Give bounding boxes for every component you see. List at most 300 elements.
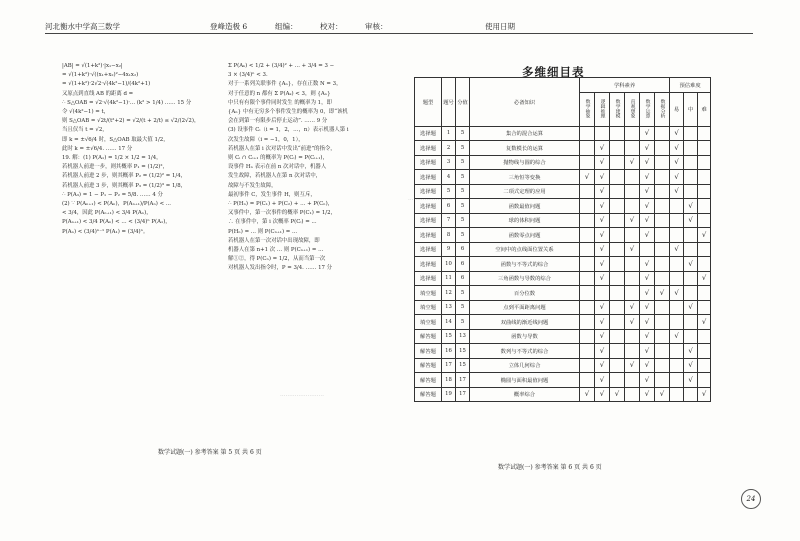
answer-line: 若机器人在第一次对话中出现故障，即 <box>228 237 320 244</box>
cell-score: 17 <box>456 373 470 388</box>
difficulty-mark-cell <box>698 358 711 373</box>
cell-topic: 函数零点问题 <box>470 228 580 243</box>
cell-num: 13 <box>442 300 456 315</box>
series-title: 登峰造极 6 <box>210 22 248 31</box>
col-knowledge-header: 必备知识 <box>470 78 580 127</box>
literacy-mark-cell <box>625 344 640 359</box>
handwritten-page-mark: 24 <box>741 489 761 509</box>
difficulty-mark-cell <box>684 315 698 330</box>
literacy-mark-cell: √ <box>595 213 610 228</box>
literacy-mark-cell <box>655 170 670 185</box>
literacy-mark-cell <box>655 358 670 373</box>
answer-line: {Aₙ} 中有无穷多个事件发生的概率为 0，即“该机 <box>228 109 348 116</box>
col-score-header: 分值 <box>456 78 470 127</box>
cell-type: 选择题 <box>415 199 442 214</box>
table-row <box>415 155 711 170</box>
literacy-mark-cell: √ <box>640 155 655 170</box>
table-head <box>415 78 711 127</box>
literacy-mark-cell: √ <box>580 387 595 402</box>
difficulty-mark-cell <box>684 286 698 301</box>
answer-line: 即 k = ±√6/4 时，S△OAB 取最大值 1/2， <box>62 136 169 143</box>
literacy-mark-cell: √ <box>640 271 655 286</box>
difficulty-mark-cell: √ <box>670 242 684 257</box>
difficulty-mark-cell <box>698 126 711 141</box>
literacy-mark-cell <box>610 141 625 156</box>
cell-topic: 函数与不等式的综合 <box>470 257 580 272</box>
difficulty-mark-cell: √ <box>684 373 698 388</box>
literacy-mark-cell <box>595 126 610 141</box>
literacy-mark-cell <box>610 213 625 228</box>
cell-num: 6 <box>442 199 456 214</box>
literacy-mark-cell <box>655 184 670 199</box>
cell-num: 3 <box>442 155 456 170</box>
difficulty-mark-cell: √ <box>698 315 711 330</box>
cell-score: 15 <box>456 344 470 359</box>
difficulty-mark-cell: √ <box>670 329 684 344</box>
literacy-mark-cell: √ <box>625 242 640 257</box>
answer-line: |AB| = √(1+k²)·|x₁−x₂| <box>62 63 123 69</box>
difficulty-mark-cell: √ <box>684 199 698 214</box>
difficulty-mark-cell: √ <box>698 271 711 286</box>
answer-line: P(Aₙ₊₁) < 3/4 P(Aₙ) < ... < (3/4)ⁿ P(A₁)， <box>62 219 171 226</box>
table-row <box>415 170 711 185</box>
cell-num: 17 <box>442 358 456 373</box>
literacy-col-header: 数学抽象 <box>580 92 595 126</box>
literacy-mark-cell <box>655 228 670 243</box>
literacy-mark-cell: √ <box>595 315 610 330</box>
cell-type: 解答题 <box>415 329 442 344</box>
col-num-header: 题号 <box>442 78 456 127</box>
table-title: 多维细目表 <box>522 65 585 79</box>
literacy-mark-cell <box>610 344 625 359</box>
table-row <box>415 358 711 373</box>
difficulty-mark-cell <box>684 271 698 286</box>
literacy-mark-cell <box>655 141 670 156</box>
literacy-mark-cell <box>610 315 625 330</box>
difficulty-mark-cell <box>698 170 711 185</box>
cell-topic: 双曲线的渐近线问题 <box>470 315 580 330</box>
answer-line: ∴ 在事件中，第 i 次概率 P(Cᵢ) = ... <box>228 219 317 226</box>
specification-table <box>414 77 711 402</box>
answer-line: 最初事件 C，发生事件 H，则互斥， <box>228 191 316 198</box>
literacy-mark-cell <box>625 228 640 243</box>
literacy-mark-cell: √ <box>640 358 655 373</box>
cell-type: 选择题 <box>415 155 442 170</box>
cell-num: 14 <box>442 315 456 330</box>
cell-score: 6 <box>456 257 470 272</box>
literacy-mark-cell <box>580 213 595 228</box>
literacy-mark-cell: √ <box>640 213 655 228</box>
difficulty-mark-cell <box>670 387 684 402</box>
answer-line: 若机器人前进一步，则其概率 P₁ = (1/2)²， <box>62 164 168 171</box>
literacy-mark-cell <box>610 170 625 185</box>
difficulty-col-header: 中 <box>684 92 698 126</box>
difficulty-mark-cell <box>684 141 698 156</box>
difficulty-mark-cell: √ <box>670 126 684 141</box>
cell-type: 选择题 <box>415 213 442 228</box>
difficulty-mark-cell <box>698 286 711 301</box>
literacy-mark-cell: √ <box>595 141 610 156</box>
literacy-mark-cell <box>580 373 595 388</box>
answer-line: 对机器人发出指令时，P = 3/4. …… 17 分 <box>228 265 333 272</box>
difficulty-mark-cell <box>698 329 711 344</box>
literacy-mark-cell <box>625 170 640 185</box>
answer-line: 对于任意的 n 都有 Σ P(Aₖ) < 3，则 {Aₙ} <box>228 90 331 97</box>
cell-type: 选择题 <box>415 228 442 243</box>
difficulty-mark-cell <box>684 184 698 199</box>
literacy-col-header: 数据分析 <box>655 92 670 126</box>
literacy-mark-cell: √ <box>625 358 640 373</box>
answer-line: 机器人在第 n+1 次 ... 则 P(Cₙ₊₁) = ... <box>228 247 324 254</box>
literacy-mark-cell <box>610 199 625 214</box>
table-row <box>415 228 711 243</box>
cell-num: 1 <box>442 126 456 141</box>
literacy-mark-cell: √ <box>595 257 610 272</box>
cell-num: 7 <box>442 213 456 228</box>
literacy-mark-cell: √ <box>640 199 655 214</box>
school-title: 河北衡水中学高三数学 <box>45 22 120 31</box>
answer-line: Σ P(Aₖ) < 1/2 + (3/4)² + ... + 3/4 = 3 − <box>228 63 335 69</box>
answer-line: ∴ P(Hₙ) = P(C₁) + P(C₂) + … + P(Cₙ)， <box>228 201 334 208</box>
cell-num: 10 <box>442 257 456 272</box>
answer-line: 中只有有限个事件同时发生 的概率为 1，即 <box>228 99 332 106</box>
literacy-mark-cell <box>580 358 595 373</box>
answer-line: P(Hₙ) = ... 则 P(Cₙ₊₁) = ... <box>228 228 298 235</box>
literacy-mark-cell: √ <box>640 141 655 156</box>
literacy-mark-cell: √ <box>640 126 655 141</box>
difficulty-group-header: 预估难度 <box>670 78 711 93</box>
answer-line: 故障与不发生故障， <box>228 182 277 189</box>
difficulty-mark-cell <box>684 170 698 185</box>
cell-num: 8 <box>442 228 456 243</box>
cell-score: 17 <box>456 387 470 402</box>
literacy-mark-cell <box>610 155 625 170</box>
cell-type: 解答题 <box>415 387 442 402</box>
difficulty-mark-cell <box>698 199 711 214</box>
literacy-mark-cell: √ <box>595 329 610 344</box>
answer-line: 又原点到直线 AB 的距离 d = <box>62 90 134 97</box>
literacy-mark-cell: √ <box>595 373 610 388</box>
difficulty-mark-cell <box>670 300 684 315</box>
literacy-mark-cell <box>610 184 625 199</box>
cell-score: 5 <box>456 184 470 199</box>
literacy-mark-cell <box>580 286 595 301</box>
cell-score: 5 <box>456 228 470 243</box>
literacy-mark-cell <box>640 242 655 257</box>
literacy-mark-cell: √ <box>640 373 655 388</box>
difficulty-mark-cell <box>684 126 698 141</box>
cell-num: 19 <box>442 387 456 402</box>
literacy-mark-cell <box>610 358 625 373</box>
literacy-mark-cell <box>610 242 625 257</box>
literacy-mark-cell <box>625 387 640 402</box>
difficulty-mark-cell: √ <box>684 213 698 228</box>
literacy-mark-cell: √ <box>595 300 610 315</box>
difficulty-mark-cell <box>670 315 684 330</box>
difficulty-mark-cell <box>670 228 684 243</box>
literacy-mark-cell <box>610 329 625 344</box>
literacy-mark-cell: √ <box>625 155 640 170</box>
literacy-mark-cell <box>625 257 640 272</box>
cell-num: 12 <box>442 286 456 301</box>
table-row <box>415 213 711 228</box>
answer-line: 则 S△OAB = √2t/(t²+2) = √2/(t + 2/t) ≤ √2/(2√2)， <box>62 118 200 125</box>
literacy-mark-cell: √ <box>640 387 655 402</box>
literacy-mark-cell: √ <box>595 271 610 286</box>
answer-line: 又事件中，第一次事件的概率 P(C₁) = 1/2， <box>228 210 336 217</box>
answer-line: 若机器人在第 i 次对话中发出“前进”的指令， <box>228 145 336 152</box>
answer-line: 解①②，得 P(Cₙ) = 1/2，从而当第一次 <box>228 256 326 263</box>
table-row <box>415 271 711 286</box>
cell-topic: 点到平面距离问题 <box>470 300 580 315</box>
difficulty-mark-cell <box>670 358 684 373</box>
literacy-mark-cell <box>610 126 625 141</box>
difficulty-mark-cell: √ <box>698 228 711 243</box>
cell-score: 5 <box>456 126 470 141</box>
literacy-mark-cell <box>610 228 625 243</box>
answer-line: 3 × (3/4)ⁿ < 3. <box>228 72 268 79</box>
difficulty-mark-cell: √ <box>698 387 711 402</box>
answer-line: 19. 解：(1) P(A₁) = 1/2 × 1/2 = 1/4， <box>62 155 162 162</box>
difficulty-mark-cell <box>698 213 711 228</box>
literacy-mark-cell <box>580 155 595 170</box>
cell-num: 18 <box>442 373 456 388</box>
cell-topic: 抛物线与圆的综合 <box>470 155 580 170</box>
literacy-mark-cell: √ <box>580 170 595 185</box>
cell-type: 选择题 <box>415 257 442 272</box>
literacy-mark-cell: √ <box>595 228 610 243</box>
cell-type: 解答题 <box>415 344 442 359</box>
literacy-mark-cell <box>580 126 595 141</box>
difficulty-mark-cell <box>698 141 711 156</box>
literacy-mark-cell <box>625 271 640 286</box>
literacy-mark-cell: √ <box>640 228 655 243</box>
literacy-mark-cell: √ <box>595 199 610 214</box>
difficulty-mark-cell: √ <box>684 257 698 272</box>
difficulty-mark-cell: √ <box>670 141 684 156</box>
answer-line: (2) ∵ P(Aₙ₊₁) < P(Aₙ)，P(Aₙ₊₁)/P(Aₙ) < ... <box>62 201 171 208</box>
cell-topic: 二项式定理的应用 <box>470 184 580 199</box>
answer-line: 则 Cᵢ ∩ Cᵢ₊₁ 的概率为 P(Cᵢ) = P(Cᵢ₊₁)， <box>228 155 328 162</box>
answer-line: 此时 k = ±√6/4. …… 17 分 <box>62 145 133 152</box>
cell-type: 选择题 <box>415 170 442 185</box>
difficulty-mark-cell <box>684 242 698 257</box>
cell-type: 选择题 <box>415 271 442 286</box>
cell-score: 5 <box>456 300 470 315</box>
literacy-mark-cell <box>580 300 595 315</box>
cell-topic: 数列与不等式的综合 <box>470 344 580 359</box>
difficulty-mark-cell <box>698 155 711 170</box>
literacy-mark-cell <box>610 271 625 286</box>
literacy-mark-cell <box>655 242 670 257</box>
cell-topic: 三角恒等变换 <box>470 170 580 185</box>
difficulty-col-header: 易 <box>670 92 684 126</box>
literacy-mark-cell: √ <box>640 257 655 272</box>
cell-topic: 概率综合 <box>470 387 580 402</box>
literacy-mark-cell: √ <box>625 213 640 228</box>
cell-topic: 复数模长的运算 <box>470 141 580 156</box>
literacy-mark-cell: √ <box>595 358 610 373</box>
literacy-mark-cell <box>580 344 595 359</box>
literacy-mark-cell: √ <box>595 387 610 402</box>
cell-topic: 立体几何综合 <box>470 358 580 373</box>
cell-topic: 椭圆与面积最值问题 <box>470 373 580 388</box>
answer-line: 当且仅当 t = √2， <box>62 127 108 134</box>
cell-type: 填空题 <box>415 300 442 315</box>
difficulty-mark-cell <box>670 257 684 272</box>
date-label: 使用日期 <box>485 22 515 31</box>
literacy-mark-cell <box>610 257 625 272</box>
table-row <box>415 242 711 257</box>
literacy-mark-cell: √ <box>640 184 655 199</box>
literacy-mark-cell <box>655 155 670 170</box>
literacy-mark-cell: √ <box>640 315 655 330</box>
cell-topic: 函数最值问题 <box>470 199 580 214</box>
answer-line: ∴ P(A₃) = 1 − P₁ − P₂ = 5/8. …… 4 分 <box>62 191 163 198</box>
answer-line: P(Aₙ) < (3/4)ⁿ⁻¹ P(A₁) = (3/4)ⁿ。 <box>62 228 149 235</box>
cell-score: 5 <box>456 170 470 185</box>
cell-num: 16 <box>442 344 456 359</box>
literacy-mark-cell <box>655 271 670 286</box>
table-row <box>415 315 711 330</box>
review-label: 审核： <box>365 22 388 31</box>
literacy-mark-cell <box>625 286 640 301</box>
difficulty-mark-cell <box>670 271 684 286</box>
literacy-mark-cell <box>580 184 595 199</box>
answer-line: 设事件 Hₙ 表示在前 n 次对话中，机器人 <box>228 164 327 171</box>
literacy-mark-cell <box>610 300 625 315</box>
col-type-header: 题型 <box>415 78 442 127</box>
difficulty-mark-cell <box>698 344 711 359</box>
answer-line: < 3/4，因此 P(Aₙ₊₁) < 3/4 P(Aₙ)， <box>62 210 152 217</box>
cell-topic: 空间中的点线面位置关系 <box>470 242 580 257</box>
table-row <box>415 141 711 156</box>
literacy-mark-cell: √ <box>610 387 625 402</box>
bleed-text: …………………… <box>280 392 324 398</box>
cell-num: 2 <box>442 141 456 156</box>
difficulty-mark-cell <box>684 387 698 402</box>
proof-label: 校对： <box>320 22 343 31</box>
cell-type: 选择题 <box>415 141 442 156</box>
literacy-mark-cell: √ <box>640 329 655 344</box>
answer-line: 发生故障，若机器人在第 n 次对话中， <box>228 173 322 180</box>
table-row <box>415 257 711 272</box>
cell-num: 15 <box>442 329 456 344</box>
cell-type: 选择题 <box>415 242 442 257</box>
literacy-mark-cell <box>625 141 640 156</box>
cell-score: 6 <box>456 271 470 286</box>
cell-num: 11 <box>442 271 456 286</box>
difficulty-mark-cell <box>698 373 711 388</box>
literacy-mark-cell <box>610 286 625 301</box>
answer-line: 次发生故障（i = −1，0，1）， <box>228 136 304 143</box>
cell-type: 选择题 <box>415 184 442 199</box>
literacy-mark-cell <box>580 257 595 272</box>
editor-label: 组编： <box>275 22 298 31</box>
literacy-mark-cell: √ <box>595 184 610 199</box>
literacy-mark-cell <box>655 213 670 228</box>
table-row <box>415 373 711 388</box>
literacy-mark-cell <box>625 373 640 388</box>
cell-topic: 球的体积问题 <box>470 213 580 228</box>
answer-line: 若机器人前进 3 步，则其概率 P₃ = (1/2)³ = 1/8， <box>62 182 187 189</box>
cell-score: 5 <box>456 213 470 228</box>
literacy-mark-cell <box>655 300 670 315</box>
literacy-mark-cell <box>655 199 670 214</box>
difficulty-col-header: 难 <box>698 92 711 126</box>
cell-score: 6 <box>456 242 470 257</box>
cell-score: 5 <box>456 141 470 156</box>
literacy-mark-cell: √ <box>595 155 610 170</box>
answer-column-middle <box>228 62 398 274</box>
cell-type: 解答题 <box>415 358 442 373</box>
literacy-mark-cell <box>580 315 595 330</box>
answer-column-left <box>62 62 222 237</box>
cell-num: 5 <box>442 184 456 199</box>
difficulty-mark-cell <box>670 213 684 228</box>
cell-score: 5 <box>456 315 470 330</box>
literacy-mark-cell <box>655 126 670 141</box>
literacy-mark-cell: √ <box>640 300 655 315</box>
literacy-mark-cell <box>595 286 610 301</box>
cell-topic: 函数与导数 <box>470 329 580 344</box>
cell-score: 5 <box>456 286 470 301</box>
table-row <box>415 286 711 301</box>
cell-type: 填空题 <box>415 286 442 301</box>
cell-score: 5 <box>456 155 470 170</box>
cell-type: 选择题 <box>415 126 442 141</box>
literacy-mark-cell <box>655 329 670 344</box>
literacy-mark-cell <box>580 199 595 214</box>
literacy-mark-cell: √ <box>625 315 640 330</box>
literacy-mark-cell <box>655 344 670 359</box>
answer-line: (3) 设事件 Cᵢ（i = 1，2，…，n）表示机器人第 i <box>228 127 349 134</box>
difficulty-mark-cell <box>670 344 684 359</box>
literacy-mark-cell <box>655 315 670 330</box>
table-row <box>415 300 711 315</box>
difficulty-mark-cell <box>670 199 684 214</box>
literacy-mark-cell: √ <box>595 170 610 185</box>
cell-type: 解答题 <box>415 373 442 388</box>
cell-topic: 三角函数与导数的综合 <box>470 271 580 286</box>
literacy-mark-cell: √ <box>595 344 610 359</box>
difficulty-mark-cell <box>698 300 711 315</box>
answer-line: 令 √(4k²−1) = t， <box>62 109 110 116</box>
literacy-col-header: 直观想象 <box>625 92 640 126</box>
difficulty-mark-cell: √ <box>670 184 684 199</box>
literacy-mark-cell: √ <box>655 387 670 402</box>
difficulty-mark-cell <box>698 184 711 199</box>
literacy-group-header: 学科素养 <box>580 78 670 93</box>
literacy-col-header: 数学运算 <box>640 92 655 126</box>
literacy-mark-cell <box>625 329 640 344</box>
cell-num: 4 <box>442 170 456 185</box>
table-row <box>415 184 711 199</box>
cell-topic: 集合的混合运算 <box>470 126 580 141</box>
literacy-mark-cell: √ <box>595 242 610 257</box>
literacy-mark-cell <box>580 228 595 243</box>
literacy-mark-cell <box>580 329 595 344</box>
answer-line: = √(1+k²)·√((x₁+x₂)²−4x₁x₂) <box>62 72 139 79</box>
table-body <box>415 126 711 402</box>
difficulty-mark-cell <box>684 155 698 170</box>
difficulty-mark-cell <box>684 228 698 243</box>
literacy-mark-cell: √ <box>640 170 655 185</box>
difficulty-mark-cell: √ <box>670 170 684 185</box>
difficulty-mark-cell: √ <box>670 286 684 301</box>
answer-line: ∴ S△OAB = √2·√(4k²−1)·... (k² > 1/4) …… 15 分 <box>62 99 192 106</box>
table-row <box>415 199 711 214</box>
